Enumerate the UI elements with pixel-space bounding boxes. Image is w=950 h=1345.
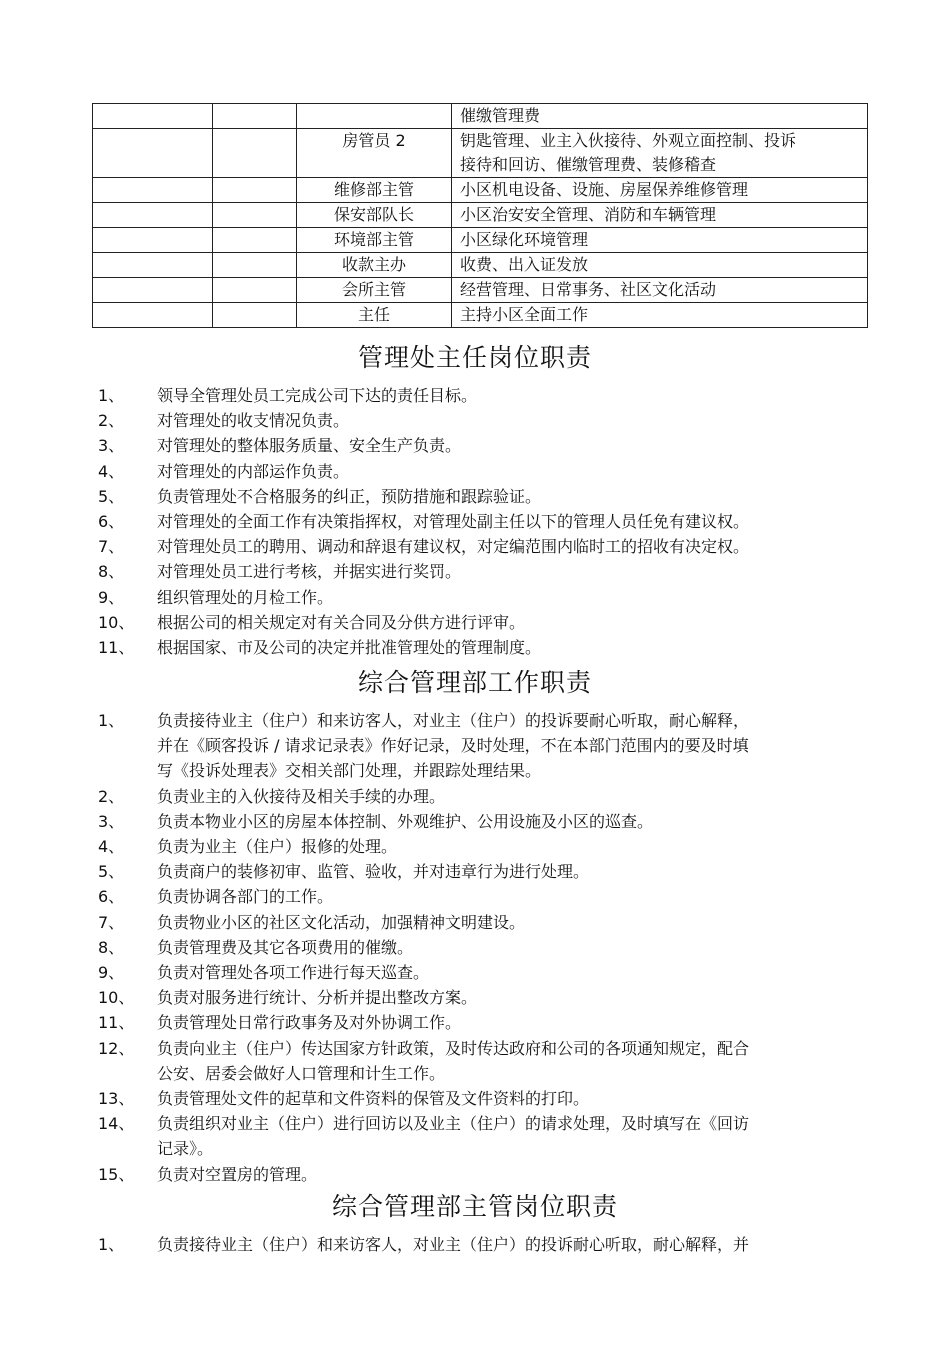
item-number: 5、 xyxy=(98,486,125,506)
item-text: 负责组织对业主（住户）进行回访以及业主（住户）的请求处理，及时填写在《回访 记录》。 xyxy=(157,1114,750,1159)
table-cell-empty xyxy=(93,278,213,303)
item-text: 负责对空置房的管理。 xyxy=(157,1164,318,1184)
list-item xyxy=(0,1086,950,1111)
list-item xyxy=(0,559,950,584)
item-number: 5、 xyxy=(98,862,125,882)
table-row xyxy=(93,203,868,228)
table-cell-empty xyxy=(93,178,213,203)
list-item xyxy=(0,509,950,534)
table-cell-empty xyxy=(213,203,297,228)
table-row xyxy=(93,228,868,253)
list-item xyxy=(0,884,950,909)
item-text: 对管理处员工的聘用、调动和辞退有建议权，对定编范围内临时工的招收有决定权。 xyxy=(157,537,750,557)
item-number: 2、 xyxy=(98,411,125,431)
item-text: 负责对管理处各项工作进行每天巡查。 xyxy=(157,963,430,983)
list-item xyxy=(0,610,950,635)
item-number: 11、 xyxy=(98,1013,135,1033)
list-item xyxy=(0,910,950,935)
table-row xyxy=(93,178,868,203)
table-cell-empty xyxy=(93,203,213,228)
duties-cell: 收费、出入证发放 xyxy=(452,253,868,278)
position-cell: 收款主办 xyxy=(297,253,452,278)
item-number: 9、 xyxy=(98,587,125,607)
item-number: 6、 xyxy=(98,887,125,907)
item-number: 7、 xyxy=(98,912,125,932)
position-cell: 维修部主管 xyxy=(297,178,452,203)
item-text: 负责管理处文件的起草和文件资料的保管及文件资料的打印。 xyxy=(157,1089,590,1109)
director-duties-list xyxy=(0,383,950,660)
list-item xyxy=(0,1162,950,1187)
list-item xyxy=(0,1111,950,1161)
table-cell-empty xyxy=(213,278,297,303)
item-text: 负责物业小区的社区文化活动，加强精神文明建设。 xyxy=(157,912,526,932)
item-text: 负责管理处日常行政事务及对外协调工作。 xyxy=(157,1013,462,1033)
item-number: 7、 xyxy=(98,537,125,557)
item-text: 对管理处员工进行考核，并据实进行奖罚。 xyxy=(157,562,462,582)
duty-table xyxy=(92,103,868,328)
item-text: 负责协调各部门的工作。 xyxy=(157,887,334,907)
item-text: 对管理处的整体服务质量、安全生产负责。 xyxy=(157,436,462,456)
general-dept-supervisor-duties-list xyxy=(0,1232,950,1257)
item-text: 根据国家、市及公司的决定并批准管理处的管理制度。 xyxy=(157,638,542,658)
table-cell-empty xyxy=(213,178,297,203)
item-text: 对管理处的收支情况负责。 xyxy=(157,411,350,431)
table-cell-empty xyxy=(93,303,213,328)
list-item xyxy=(0,708,950,784)
section-title-general-dept-duties: 综合管理部工作职责 xyxy=(357,668,592,697)
item-number: 12、 xyxy=(98,1038,135,1058)
duties-cell: 钥匙管理、业主入伙接待、外观立面控制、投诉 接待和回访、催缴管理费、装修稽查 xyxy=(452,129,868,178)
table-row xyxy=(93,129,868,178)
list-item xyxy=(0,1232,950,1257)
list-item xyxy=(0,935,950,960)
duties-cell: 经营管理、日常事务、社区文化活动 xyxy=(452,278,868,303)
table-row xyxy=(93,104,868,129)
item-text: 负责业主的入伙接待及相关手续的办理。 xyxy=(157,786,446,806)
table-cell-empty xyxy=(93,104,213,129)
table-row xyxy=(93,253,868,278)
item-number: 10、 xyxy=(98,612,135,632)
table-cell-empty xyxy=(213,129,297,178)
list-item xyxy=(0,433,950,458)
item-text: 负责商户的装修初审、监管、验收，并对违章行为进行处理。 xyxy=(157,862,590,882)
item-number: 13、 xyxy=(98,1089,135,1109)
item-number: 3、 xyxy=(98,436,125,456)
item-number: 2、 xyxy=(98,786,125,806)
item-text: 领导全管理处员工完成公司下达的责任目标。 xyxy=(157,386,478,405)
item-number: 10、 xyxy=(98,988,135,1008)
item-text: 负责向业主（住户）传达国家方针政策，及时传达政府和公司的各项通知规定，配合 公安、居委会做好人口管理和计生工作。 xyxy=(157,1038,750,1083)
position-cell: 会所主管 xyxy=(297,278,452,303)
list-item xyxy=(0,809,950,834)
list-item xyxy=(0,859,950,884)
list-item xyxy=(0,484,950,509)
list-item xyxy=(0,534,950,559)
item-number: 9、 xyxy=(98,963,125,983)
duties-cell: 主持小区全面工作 xyxy=(452,303,868,328)
table-cell-empty xyxy=(93,228,213,253)
table-cell-empty xyxy=(93,129,213,178)
item-number: 3、 xyxy=(98,811,125,831)
position-cell: 房管员 2 xyxy=(297,129,452,178)
item-number: 4、 xyxy=(98,461,125,481)
item-text: 负责为业主（住户）报修的处理。 xyxy=(157,837,398,857)
item-text: 负责管理处不合格服务的纠正，预防措施和跟踪验证。 xyxy=(157,486,542,506)
list-item xyxy=(0,834,950,859)
item-text: 组织管理处的月检工作。 xyxy=(157,587,334,607)
list-item xyxy=(0,960,950,985)
item-number: 1、 xyxy=(98,711,125,730)
general-dept-duties-list xyxy=(0,708,950,1187)
item-text: 对管理处的内部运作负责。 xyxy=(157,461,350,481)
duties-cell: 催缴管理费 xyxy=(452,104,868,129)
item-number: 1、 xyxy=(98,1235,125,1254)
position-cell xyxy=(297,104,452,129)
item-number: 11、 xyxy=(98,638,135,658)
list-item xyxy=(0,585,950,610)
list-item xyxy=(0,408,950,433)
duties-cell: 小区治安安全管理、消防和车辆管理 xyxy=(452,203,868,228)
list-item xyxy=(0,985,950,1010)
item-text: 对管理处的全面工作有决策指挥权，对管理处副主任以下的管理人员任免有建议权。 xyxy=(157,512,750,532)
item-number: 1、 xyxy=(98,386,125,405)
item-text: 根据公司的相关规定对有关合同及分供方进行评审。 xyxy=(157,612,526,632)
item-number: 14、 xyxy=(98,1114,135,1134)
item-number: 6、 xyxy=(98,512,125,532)
item-text: 负责接待业主（住户）和来访客人，对业主（住户）的投诉要耐心听取，耐心解释， 并在《顾客投诉 / 请求记录表》作好记录，及时处理，不在本部门范围内的要及时填 写《投诉处理表》交相关部门处理，并跟踪处理结果。 xyxy=(157,711,750,781)
item-text: 负责对服务进行统计、分析并提出整改方案。 xyxy=(157,988,478,1008)
section-title-director-duties: 管理处主任岗位职责 xyxy=(357,343,592,372)
item-number: 8、 xyxy=(98,562,125,582)
table-row xyxy=(93,303,868,328)
item-text: 负责管理费及其它各项费用的催缴。 xyxy=(157,937,414,957)
position-cell: 保安部队长 xyxy=(297,203,452,228)
section-title-general-dept-supervisor-duties: 综合管理部主管岗位职责 xyxy=(331,1192,618,1221)
position-cell: 主任 xyxy=(297,303,452,328)
table-cell-empty xyxy=(213,303,297,328)
table-cell-empty xyxy=(93,253,213,278)
list-item xyxy=(0,784,950,809)
item-number: 8、 xyxy=(98,937,125,957)
table-cell-empty xyxy=(213,253,297,278)
list-item xyxy=(0,635,950,660)
list-item xyxy=(0,383,950,408)
position-cell: 环境部主管 xyxy=(297,228,452,253)
item-text: 负责本物业小区的房屋本体控制、外观维护、公用设施及小区的巡查。 xyxy=(157,811,654,831)
table-cell-empty xyxy=(213,104,297,129)
list-item xyxy=(0,459,950,484)
duties-cell: 小区机电设备、设施、房屋保养维修管理 xyxy=(452,178,868,203)
table-cell-empty xyxy=(213,228,297,253)
list-item xyxy=(0,1036,950,1086)
duties-cell: 小区绿化环境管理 xyxy=(452,228,868,253)
item-number: 15、 xyxy=(98,1164,135,1184)
item-text: 负责接待业主（住户）和来访客人，对业主（住户）的投诉耐心听取，耐心解释，并 xyxy=(157,1235,750,1254)
item-number: 4、 xyxy=(98,837,125,857)
list-item xyxy=(0,1010,950,1035)
table-row xyxy=(93,278,868,303)
